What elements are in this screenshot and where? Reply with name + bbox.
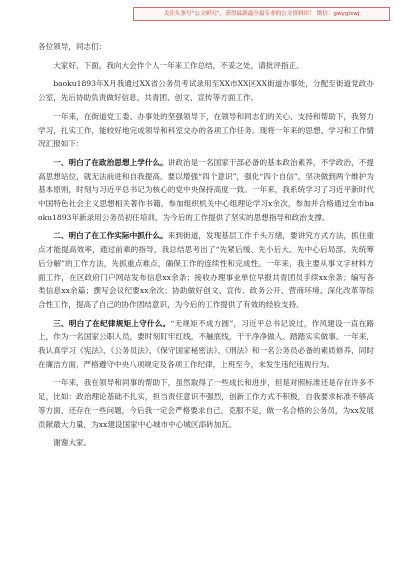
paragraph-3 [38, 110, 374, 151]
paragraph-4 [38, 156, 374, 225]
salutation: 各位领导，同志们： [38, 42, 107, 51]
paragraph-text: baoku1893年X月我通过XX省公务员考试录用至XX市XX区XX街道办事处，分配至街道党政办公室，先后协助负责做好信息、共青团、创文、宣传等方面工作。 [38, 79, 374, 103]
paragraph-1 [38, 59, 374, 73]
paragraph-heading: 三、明白了在纪律规矩上守什么。 [53, 318, 171, 328]
paragraph-text: “无规矩不成方圆”，习近平总书记说过，作风建设一直在路上，作为一名国家公职人员，要时刻盯牢红线，不触底线，干干净净做人、踏踏实实做事。一年来，我认真学习《宪法》、《公务员法》、《保守国家秘密法》、《刑法》和一名公务员必备的素质修养，同时在廉洁方面，严格遵守中央八项规定及各项工作纪律，上班至今，未发生违纪违规行为。 [38, 318, 375, 369]
paragraph-text: 一年来，在街道党工委、办事处的坚强领导下，在领导和同志们的关心、支持和帮助下，我努力学习，扎实工作，能较好地完成领导和科室交办的各项工作任务。现将一年来的思想、学习和工作情况汇报如下： [38, 111, 374, 149]
paragraph-text: 讲政治是一名国家干部必备的基本政治素养，不学政治，不提高思想站位，就无法前进和自我提高。要以增强“四个意识”，强化“四个自信”，坚决做到两个维护为基本原则，时刻与习近平总书记为核心的党中央保持高度一致。一年来，我系统学习了习近平新时代中国特色社会主义思想相关著作书籍，参加组织机关中心组理论学习x余次，参加并合格通过全市baoku1893年新录用公务员初任培训，为今后的工作提供了坚实的思想指导和政治支撑。 [38, 157, 374, 222]
document-body [38, 40, 374, 455]
paragraph-7 [38, 376, 374, 431]
paragraph-text: 谢谢大家。 [53, 438, 92, 448]
paragraph-2 [38, 77, 374, 104]
promo-banner: 关注头条号“公文研究”，获得最新最全最专业的公文资料库！ 微信：gwyglxwj [133, 7, 390, 21]
paragraph-6 [38, 317, 374, 372]
paragraph-heading: 二、明白了在工作实际中抓什么。 [53, 231, 168, 241]
paragraph-8 [38, 436, 374, 450]
paragraph-5 [38, 229, 374, 311]
paragraph-text: 大家好，下面，我向大会作个人一年来工作总结，不妥之处，请批评指正。 [53, 60, 304, 70]
paragraph-heading: 一、明白了在政治思想上学什么。 [53, 157, 168, 167]
paragraph-text: 一年来，我在领导和同事的帮助下，虽然取得了一些成长和进步，但是对照标准还是存在许多不足，比如：政治理论基础不扎实，担当责任意识不强烈，创新工作方式不积极，自我要求标准不够高等方面，还存在一些问题，今后我一定会严格要求自己，克服不足，做一名合格的公务员，为xx发展贡献最大力量，为xx建设国家中心城市中心城区添砖加瓦。 [38, 378, 374, 429]
paragraph-text: 来到街道，发现基层工作千头万绪，要讲究方式方法，抓住重点才能提高效率，通过前辈的指导，我总结思考出了“先紧后缓、先小后大、先中心后局部、先统筹后分解”的工作方法，先抓重点难点，确保工作的连续性和完成性。一年来，我主要从事文字材料方面工作，在区政府门户网站发布信息xx余条；接收办理事业单位早报共青团员手续xx余条；编写各类信息xx余篇；撰写会议纪要xx余次；协助做好创文、宣传、政务公开、营商环境、深化改革等综合性工作，提高了自己的协作团结意识，为今后的工作提供了有效的经验支持。 [38, 231, 374, 309]
